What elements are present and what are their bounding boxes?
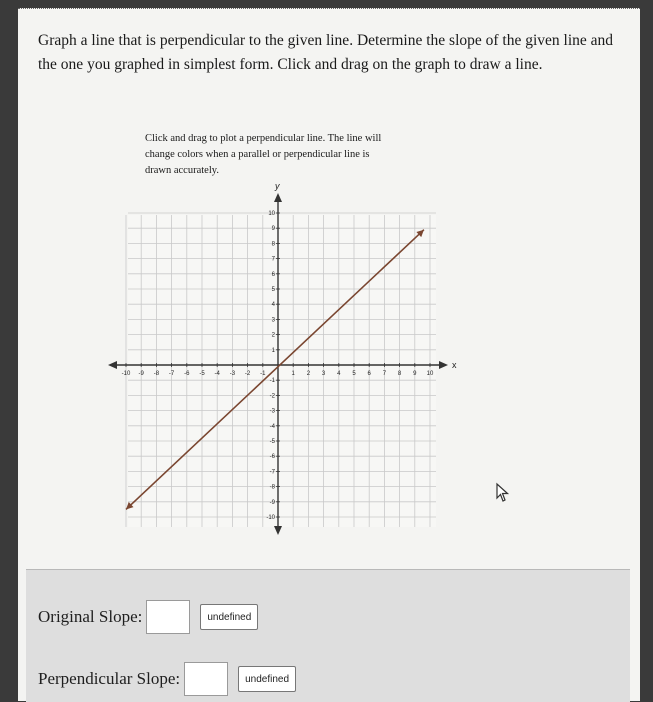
x-tick-label: -8: [153, 371, 160, 377]
y-tick-label: -1: [269, 378, 275, 385]
x-tick-label: 9: [413, 371, 417, 377]
x-tick-label: -9: [138, 371, 144, 377]
y-tick-label: 7: [271, 256, 275, 263]
y-tick-label: -10: [266, 515, 275, 521]
x-tick-label: -2: [244, 371, 251, 377]
x-axis-arrow-left-icon: [108, 361, 117, 369]
x-tick-label: -1: [260, 371, 266, 377]
x-tick-label: 5: [352, 371, 356, 377]
x-tick-label: -7: [168, 371, 175, 377]
x-tick-label: -4: [214, 371, 220, 377]
x-tick-label: -3: [229, 371, 236, 377]
x-tick-label: 4: [337, 371, 341, 377]
x-tick-label: 8: [397, 371, 402, 377]
y-tick-label: -8: [269, 484, 275, 491]
perpendicular-slope-input[interactable]: [184, 662, 228, 696]
y-tick-label: -2: [269, 393, 275, 400]
y-tick-label: 8: [271, 241, 275, 248]
x-tick-label: 10: [426, 371, 434, 377]
original-slope-label: Original Slope:: [38, 607, 143, 626]
x-axis-arrow-right-icon: [439, 361, 448, 369]
answer-panel: [26, 569, 630, 702]
y-tick-label: -3: [269, 408, 275, 415]
pointer-arrow-icon: [496, 483, 510, 508]
y-axis-label: y: [275, 181, 280, 191]
y-tick-label: 10: [268, 211, 275, 217]
y-tick-label: 6: [271, 271, 275, 278]
y-tick-label: -6: [269, 454, 275, 461]
y-axis-arrow-up-icon: [274, 193, 282, 202]
original-undefined-button[interactable]: undefined: [200, 604, 258, 630]
y-tick-label: 4: [271, 302, 275, 309]
perpendicular-undefined-button[interactable]: undefined: [238, 666, 296, 692]
y-tick-label: -7: [269, 469, 275, 476]
graph-instructions: Click and drag to plot a perpendicular line. The line will change colors when a parallel or perpendicular line is drawn accurately.: [145, 133, 382, 176]
perpendicular-slope-row: [38, 662, 296, 696]
x-axis-label: x: [452, 360, 457, 370]
y-tick-label: -5: [269, 439, 275, 445]
x-tick-label: -5: [199, 371, 205, 377]
coordinate-graph[interactable]: [88, 181, 457, 552]
question-text: Graph a line that is perpendicular to the given line. Determine the slope of the given line and the one you graphed in simplest form. Click and drag on the graph to draw a line.: [38, 32, 614, 73]
y-axis-arrow-down-icon: [274, 526, 282, 535]
perpendicular-slope-label: Perpendicular Slope:: [38, 669, 181, 688]
x-tick-label: 3: [321, 371, 326, 377]
y-tick-label: -4: [269, 423, 275, 430]
original-slope-row: [38, 600, 258, 634]
x-tick-label: 1: [291, 371, 295, 377]
y-tick-label: 2: [271, 332, 275, 339]
x-tick-label: 7: [382, 371, 387, 377]
x-tick-label: 2: [306, 371, 311, 377]
y-tick-label: 3: [271, 317, 275, 324]
y-tick-label: 9: [271, 226, 275, 233]
y-tick-label: 5: [271, 287, 275, 293]
x-tick-label: -10: [121, 371, 131, 377]
original-slope-input[interactable]: [146, 600, 190, 634]
x-tick-label: -6: [184, 371, 190, 377]
x-tick-label: 6: [367, 371, 371, 377]
y-tick-label: -9: [269, 499, 275, 506]
y-tick-label: 1: [271, 347, 275, 354]
question-sheet: [18, 8, 640, 701]
graph-canvas[interactable]: [88, 181, 457, 547]
